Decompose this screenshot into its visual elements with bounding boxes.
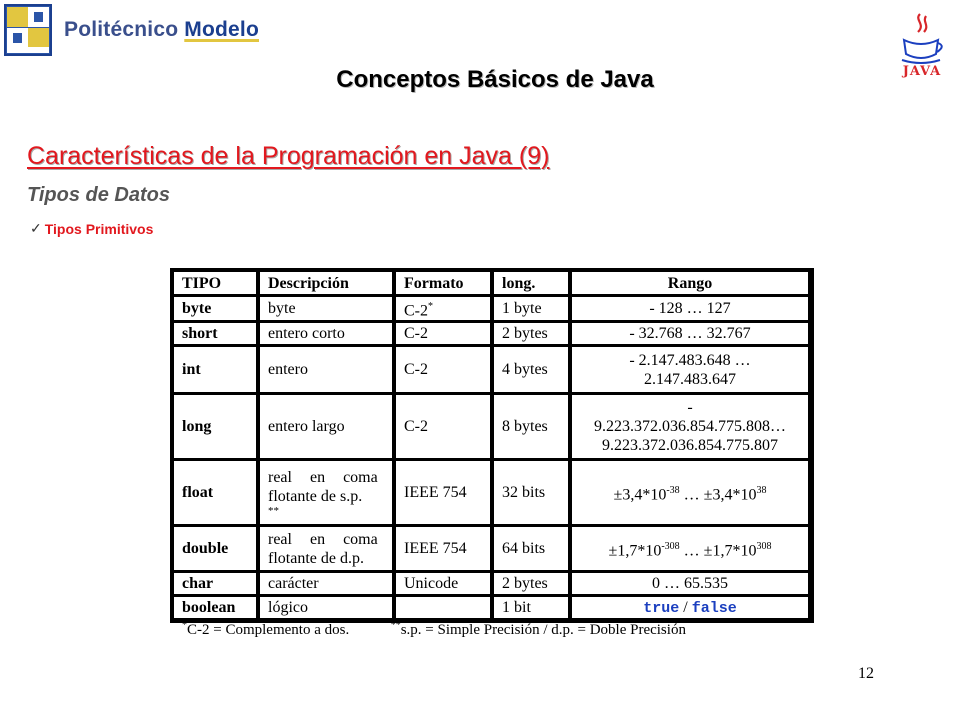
cell-formato: C-2* [395,296,493,322]
cell-rango: - 9.223.372.036.854.775.808… 9.223.372.036.854.775.807 [571,394,811,460]
cell-formato: C-2 [395,346,493,394]
cell-formato [395,596,493,620]
java-logo-text: JAVA [902,64,942,79]
cell-long: 64 bits [493,526,571,572]
cell-long: 2 bytes [493,572,571,596]
cell-rango: 0 … 65.535 [571,572,811,596]
cell-descripcion: entero [259,346,395,394]
school-crest-icon [4,4,52,56]
cell-descripcion: real en coma flotante de s.p. ** [259,460,395,526]
table-row [173,572,811,596]
cell-rango: - 128 … 127 [571,296,811,322]
cell-long: 2 bytes [493,322,571,346]
cell-rango: - 32.768 … 32.767 [571,322,811,346]
primitive-types-table [170,268,814,623]
page-number: 12 [858,665,874,682]
header-long: long. [493,271,571,296]
header-formato: Formato [395,271,493,296]
cell-tipo: double [173,526,259,572]
subsection-title: Tipos de Datos [27,184,170,206]
school-name: Politécnico Modelo [64,18,259,41]
cell-tipo: boolean [173,596,259,620]
cell-rango: true / false [571,596,811,620]
bullet-text: Tipos Primitivos [44,220,154,237]
table-row [173,322,811,346]
cell-rango: - 2.147.483.648 … 2.147.483.647 [571,346,811,394]
cell-tipo: byte [173,296,259,322]
table-footnote: *C-2 = Complemento a dos. **s.p. = Simple Precisión / d.p. = Doble Precisión [182,620,686,638]
checkmark-icon: ✓ [30,220,42,236]
cell-descripcion: byte [259,296,395,322]
section-title: Características de la Programación en Java (9) [27,142,550,170]
slide-title: Conceptos Básicos de Java [336,66,654,93]
table-row [173,460,811,526]
cell-long: 4 bytes [493,346,571,394]
table-row [173,526,811,572]
java-cup-icon [896,10,946,66]
cell-formato: C-2 [395,394,493,460]
header-tipo: TIPO [173,271,259,296]
cell-formato: C-2 [395,322,493,346]
cell-descripcion: carácter [259,572,395,596]
school-logo [4,4,259,56]
cell-formato: IEEE 754 [395,526,493,572]
cell-descripcion: entero corto [259,322,395,346]
cell-long: 8 bytes [493,394,571,460]
cell-rango: $\pm 1,7*10^{-308}$ … $\pm 1,7*10^{308}$ [571,526,811,572]
cell-formato: IEEE 754 [395,460,493,526]
cell-tipo: long [173,394,259,460]
cell-rango: $\pm 3,4*10^{-38}$ … $\pm 3,4*10^{38}$ [571,460,811,526]
bullet-item [30,220,153,237]
cell-formato: Unicode [395,572,493,596]
table-row [173,596,811,620]
table-row [173,296,811,322]
cell-tipo: char [173,572,259,596]
cell-long: 1 bit [493,596,571,620]
cell-long: 1 byte [493,296,571,322]
cell-descripcion: lógico [259,596,395,620]
table-header-row [173,271,811,296]
cell-tipo: float [173,460,259,526]
cell-descripcion: real en coma flotante de d.p. [259,526,395,572]
table-row [173,346,811,394]
cell-long: 32 bits [493,460,571,526]
header-descripcion: Descripción [259,271,395,296]
table-row [173,394,811,460]
cell-tipo: int [173,346,259,394]
header-rango: Rango [571,271,811,296]
cell-descripcion: entero largo [259,394,395,460]
cell-tipo: short [173,322,259,346]
